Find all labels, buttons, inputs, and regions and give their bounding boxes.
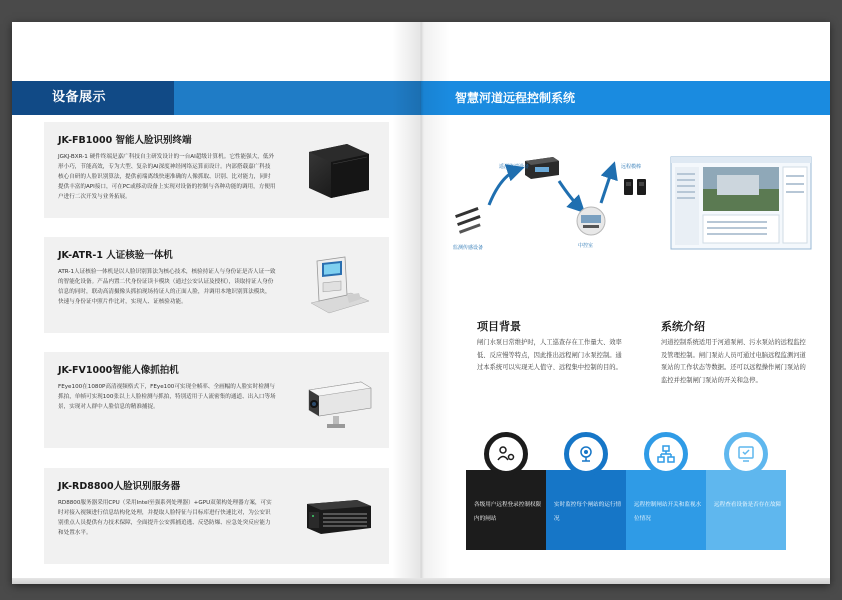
product-name: JK-RD8800人脸识别服务器 [58, 481, 181, 492]
diagram-label-telemetry: 遥测终端设备 [499, 164, 530, 170]
users-gear-icon [484, 432, 528, 476]
left-page [12, 22, 421, 584]
diagram-label-sensor: 监测传感设备 [453, 245, 484, 251]
feature-strip [466, 432, 784, 550]
product-name: JK-FV1000智能人像抓拍机 [58, 365, 179, 376]
right-page-title: 智慧河道远程控制系统 [455, 91, 576, 105]
product-card [44, 237, 389, 333]
diagram-graphics [441, 127, 821, 267]
brochure-spread [12, 22, 830, 584]
left-page-title: 设备展示 [52, 90, 107, 105]
diagram-label-control-room: 中控室 [578, 243, 594, 249]
diagram-label-remote: 远程模棒 [621, 164, 642, 170]
system-body: 河道控制系统适用于河道泵闸、污水泵站的远程监控及管理控制。闸门泵站人员可通过电脑远程监测河道 泵站的工作状态等数据。还可以远程操作闸门泵站的监控并控制闸门泵站的开关和急停。 [661, 339, 806, 384]
feature-text: 远程控制闸站开关和监视水位情况 [634, 502, 702, 522]
id-verification-kiosk-icon [303, 253, 375, 317]
remote-module-icon [624, 179, 646, 195]
background-body: 闸门水泵日常维护时，人工巡查存在工作量大、效率低、反应慢等特点，因此推出远程闸门水泵控制。通过本系统可以实现无人值守、远程集中控制的目的。 [477, 339, 622, 371]
product-card [44, 122, 389, 218]
product-name: JK-FB1000 智能人脸识别终端 [58, 135, 192, 146]
black-box-terminal-icon [303, 138, 375, 202]
monitor-target-icon [564, 432, 608, 476]
feature-realtime-monitor [546, 470, 626, 550]
rack-server-icon [303, 484, 375, 548]
network-control-icon [644, 432, 688, 476]
background-title: 项目背景 [477, 320, 521, 333]
product-card [44, 468, 389, 564]
feature-remote-control [626, 470, 706, 550]
left-header-bar [12, 81, 421, 115]
product-description: RD8800服务器采用CPU（采用Intel至强系列处理器）+GPU双架构处理器方案，可实时对接入视频进行信息结构化处理，并提取人脸特征与目标库进行快速比对，为公安识别重点人员提供有力技术保障，全面提升公安抓捕追逃、反恐防爆、应急处突反应能力和处置水平。 [58, 500, 272, 536]
system-diagram [441, 127, 821, 267]
feature-remote-login [466, 470, 546, 550]
feature-text: 各级用户远程登录控制权限内的闸站 [474, 502, 542, 522]
control-room-icon [577, 207, 605, 235]
product-description: ATR-1人证核验一体机是以人脸识别算法为核心技术，核验持证人与身份证是否人证一致的智能化设备。产品内置二代身份证读卡模块（通过公安认证及授权），读取持证人身份信息的同时，联动高清摄像头抓拍现场持证人的正面人脸，并调用本地识别算法模块，快速与身份证中照片作比对，实现人、证核验功能。 [58, 269, 276, 305]
product-name: JK-ATR-1 人证核验一体机 [58, 250, 173, 261]
bullet-camera-icon [303, 368, 375, 432]
control-software-screenshot [671, 157, 811, 249]
fault-check-icon [724, 432, 768, 476]
system-title: 系统介绍 [661, 320, 705, 333]
sensor-devices-icon [455, 207, 481, 234]
right-page [421, 22, 830, 584]
right-header-bar [421, 81, 830, 115]
product-description: FEye100在1080P高清视频格式下，FEye100可实现全帧率、全画幅的人脸实时检测与抓拍，单帧可实现100张以上人脸检测与抓拍，特别适用于人流密集的通道、出入口等场景，实现对人群中人脸信息的精准捕捉。 [58, 384, 276, 410]
telemetry-terminal-icon [525, 157, 559, 179]
page-edge [12, 578, 830, 584]
feature-fault-check [706, 470, 786, 550]
product-description: JGKJ-BXR-1 硬件终端是嘉广科技自主研发设计的一台AI超级计算机。它性能强大，低外形小巧，节能高效，专为大型、复杂的AI深度神经网络运算而设计。内部搭载嘉广科技核心自研的人脸识别算法，提供前端离线快速准确的人像抓取、识别、比对能力，同时提供丰富的API接口，可在PC或移动设备上实现对设备的控制与各种功能的调用，方便用户进行二次开发与业务拓展。 [58, 154, 276, 200]
product-card [44, 352, 389, 448]
feature-text: 实时监控每个闸站的运行情况 [554, 502, 622, 522]
feature-text: 远程查看设备是否存在故障 [714, 502, 782, 508]
